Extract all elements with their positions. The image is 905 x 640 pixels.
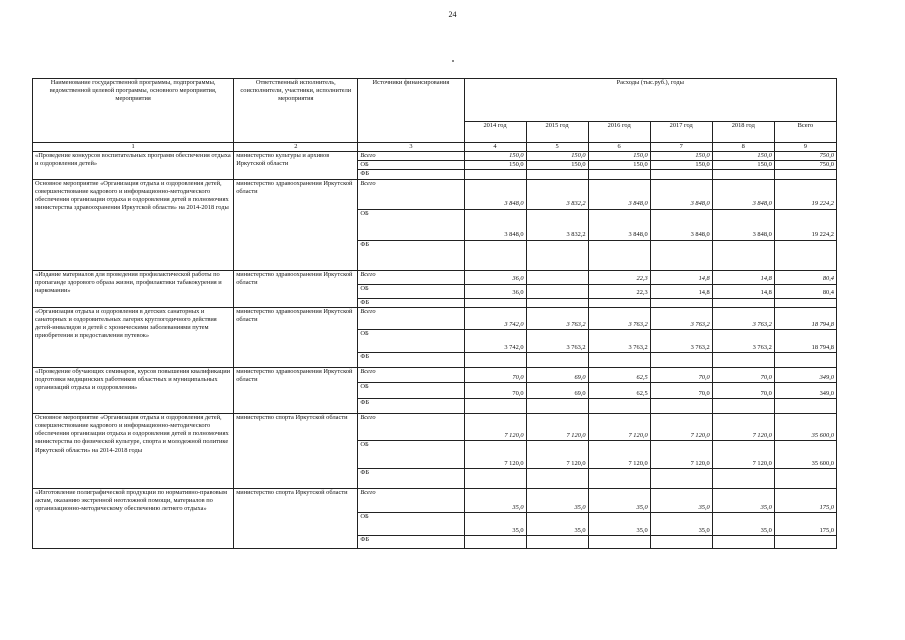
column-number: 2 [234, 143, 358, 152]
funding-source: Всего [358, 367, 464, 382]
year-value [464, 170, 526, 179]
year-value [588, 535, 650, 548]
year-value: 7 120,0 [712, 413, 774, 440]
year-value: 70,0 [650, 367, 712, 382]
year-value [588, 398, 650, 413]
year-value: 22,3 [588, 284, 650, 298]
year-value [526, 298, 588, 307]
program-name: «Проведение обучающих семинаров, курсов повышения квалификации подготовки медицинских работников областных и муниципальных организаций отдыха и оздоровления» [33, 367, 234, 413]
total-value: 175,0 [774, 512, 836, 535]
year-value [588, 170, 650, 179]
year-value: 150,0 [712, 152, 774, 161]
year-value: 70,0 [464, 382, 526, 398]
year-value: 14,8 [712, 270, 774, 284]
header-responsible: Ответственный исполнитель, соисполнители, участники, исполнители мероприятия [234, 79, 358, 143]
year-value [588, 352, 650, 367]
year-value [526, 284, 588, 298]
year-value: 150,0 [650, 152, 712, 161]
responsible-executor: министерство спорта Иркутской области [234, 488, 358, 548]
year-value: 35,0 [526, 512, 588, 535]
header-year: 2014 год [464, 122, 526, 143]
year-value: 70,0 [464, 367, 526, 382]
budget-table [32, 78, 837, 549]
total-value [774, 298, 836, 307]
table-body [33, 152, 837, 549]
year-value: 35,0 [712, 512, 774, 535]
year-value [588, 298, 650, 307]
year-value: 3 848,0 [650, 179, 712, 209]
total-value: 349,0 [774, 382, 836, 398]
table-row [33, 413, 837, 440]
funding-source: ОБ [358, 161, 464, 170]
funding-source: ФБ [358, 398, 464, 413]
year-value: 69,0 [526, 367, 588, 382]
year-value: 150,0 [650, 161, 712, 170]
program-name: «Организация отдыха и оздоровления в детских санаторных и санаторных и оздоровительных лагерях круглогодичного действия детей-инвалидов и детей с хроническими заболеваниями путем приобретения и предоставления путевок» [33, 307, 234, 367]
year-value: 3 848,0 [464, 209, 526, 240]
total-value [774, 352, 836, 367]
responsible-executor: министерство спорта Иркутской области [234, 413, 358, 488]
year-value [464, 352, 526, 367]
year-value: 35,0 [712, 488, 774, 512]
year-value: 3 763,2 [588, 329, 650, 352]
header-year: 2018 год [712, 122, 774, 143]
year-value: 35,0 [588, 488, 650, 512]
year-value: 70,0 [712, 367, 774, 382]
year-value: 150,0 [588, 152, 650, 161]
year-value: 36,0 [464, 284, 526, 298]
total-value: 35 600,0 [774, 413, 836, 440]
funding-source: ОБ [358, 209, 464, 240]
responsible-executor: министерство здравоохранения Иркутской области [234, 307, 358, 367]
total-value: 349,0 [774, 367, 836, 382]
year-value: 14,8 [712, 284, 774, 298]
funding-source: Всего [358, 307, 464, 329]
year-value: 22,3 [588, 270, 650, 284]
year-value: 7 120,0 [588, 440, 650, 468]
year-value: 14,8 [650, 284, 712, 298]
year-value [526, 170, 588, 179]
year-value [712, 398, 774, 413]
year-value [588, 240, 650, 270]
year-value [526, 535, 588, 548]
year-value [464, 398, 526, 413]
header-year: 2017 год [650, 122, 712, 143]
year-value: 7 120,0 [588, 413, 650, 440]
year-value: 7 120,0 [650, 413, 712, 440]
year-value [712, 535, 774, 548]
total-value [774, 170, 836, 179]
year-value [464, 298, 526, 307]
table-row [33, 270, 837, 284]
total-value [774, 535, 836, 548]
year-value: 150,0 [526, 152, 588, 161]
funding-source: Всего [358, 270, 464, 284]
column-number: 8 [712, 143, 774, 152]
year-value: 7 120,0 [712, 440, 774, 468]
funding-source: ФБ [358, 298, 464, 307]
funding-source: ФБ [358, 535, 464, 548]
total-value: 80,4 [774, 284, 836, 298]
year-value: 3 763,2 [712, 329, 774, 352]
year-value: 3 742,0 [464, 307, 526, 329]
year-value [526, 352, 588, 367]
funding-source: ОБ [358, 382, 464, 398]
program-name: Основное мероприятие «Организация отдыха и оздоровления детей, совершенствование кадрового и информационно-методического обеспечения организации отдыха и оздоровления детей в полномочиях министерства по физической культуре, спорта и молодежной политике Иркутской области» на 2014-2018 годы [33, 413, 234, 488]
year-value: 3 848,0 [464, 179, 526, 209]
program-name: «Изготовление полиграфической продукции по нормативно-правовым актам, оказанию экстренной неотложной помощи, материалов по организационно-методическому обеспечению летнего отдыха» [33, 488, 234, 548]
total-value: 18 794,8 [774, 329, 836, 352]
year-value [650, 398, 712, 413]
header-name: Наименование государственной программы, подпрограммы, ведомственной целевой программы, основного мероприятия, мероприятия [33, 79, 234, 143]
funding-source: Всего [358, 488, 464, 512]
total-value: 750,0 [774, 161, 836, 170]
year-value [712, 240, 774, 270]
year-value: 7 120,0 [650, 440, 712, 468]
year-value [650, 468, 712, 488]
program-name: «Издание материалов для проведения профилактической работы по пропаганде здорового образа жизни, профилактики табакокурения и наркомании» [33, 270, 234, 307]
total-value: 80,4 [774, 270, 836, 284]
page-number: 24 [448, 10, 457, 19]
column-number: 6 [588, 143, 650, 152]
year-value: 62,5 [588, 367, 650, 382]
funding-source: ОБ [358, 329, 464, 352]
year-value [650, 298, 712, 307]
total-value: 18 794,8 [774, 307, 836, 329]
year-value: 3 763,2 [588, 307, 650, 329]
year-value [588, 468, 650, 488]
year-value: 3 848,0 [588, 179, 650, 209]
column-number: 3 [358, 143, 464, 152]
year-value: 7 120,0 [526, 413, 588, 440]
year-value [526, 270, 588, 284]
year-value [650, 352, 712, 367]
year-value: 14,8 [650, 270, 712, 284]
table-row [33, 152, 837, 161]
funding-source: ФБ [358, 468, 464, 488]
year-value: 3 763,2 [650, 329, 712, 352]
year-value: 150,0 [464, 152, 526, 161]
year-value: 62,5 [588, 382, 650, 398]
year-value [712, 298, 774, 307]
year-value: 3 848,0 [588, 209, 650, 240]
year-value [526, 398, 588, 413]
total-value: 750,0 [774, 152, 836, 161]
header-source: Источники финансирования [358, 79, 464, 143]
total-value [774, 468, 836, 488]
year-value: 150,0 [588, 161, 650, 170]
funding-source: ОБ [358, 440, 464, 468]
funding-source: ФБ [358, 170, 464, 179]
year-value: 150,0 [526, 161, 588, 170]
total-value: 19 224,2 [774, 209, 836, 240]
total-value: 175,0 [774, 488, 836, 512]
year-value: 36,0 [464, 270, 526, 284]
column-number: 9 [774, 143, 836, 152]
header-year: 2015 год [526, 122, 588, 143]
year-value: 7 120,0 [464, 440, 526, 468]
year-value: 35,0 [650, 488, 712, 512]
header-expenses: Расходы (тыс.руб.), годы [464, 79, 837, 122]
year-value [464, 240, 526, 270]
year-value: 69,0 [526, 382, 588, 398]
year-value: 3 848,0 [712, 209, 774, 240]
year-value: 35,0 [588, 512, 650, 535]
table-row [33, 367, 837, 382]
year-value: 35,0 [526, 488, 588, 512]
year-value: 150,0 [464, 161, 526, 170]
funding-source: ФБ [358, 240, 464, 270]
year-value: 7 120,0 [464, 413, 526, 440]
column-number: 5 [526, 143, 588, 152]
responsible-executor: министерство здравоохранения Иркутской области [234, 270, 358, 307]
table-row [33, 488, 837, 512]
total-value [774, 240, 836, 270]
program-name: Основное мероприятие «Организация отдыха и оздоровления детей, совершенствование кадрового и информационно-методического обеспечения организации отдыха и оздоровления детей в полномочиях министерства здравоохранения Иркутской области» на 2014-2018 годы [33, 179, 234, 270]
total-value: 35 600,0 [774, 440, 836, 468]
year-value [526, 468, 588, 488]
responsible-executor: министерство культуры и архивов Иркутской области [234, 152, 358, 180]
year-value [650, 535, 712, 548]
scan-dot [452, 60, 454, 62]
year-value: 3 848,0 [650, 209, 712, 240]
year-value: 70,0 [650, 382, 712, 398]
year-value: 3 763,2 [526, 307, 588, 329]
header-year: 2016 год [588, 122, 650, 143]
year-value: 35,0 [464, 488, 526, 512]
funding-source: ОБ [358, 284, 464, 298]
total-value: 19 224,2 [774, 179, 836, 209]
year-value [712, 170, 774, 179]
year-value [464, 468, 526, 488]
year-value [712, 352, 774, 367]
year-value: 150,0 [712, 161, 774, 170]
table-row [33, 307, 837, 329]
column-number: 7 [650, 143, 712, 152]
funding-source: ОБ [358, 512, 464, 535]
column-number: 1 [33, 143, 234, 152]
year-value: 3 763,2 [712, 307, 774, 329]
responsible-executor: министерство здравоохранения Иркутской области [234, 179, 358, 270]
year-value [526, 240, 588, 270]
year-value: 3 742,0 [464, 329, 526, 352]
year-value: 3 763,2 [526, 329, 588, 352]
funding-source: ФБ [358, 352, 464, 367]
table-row [33, 179, 837, 209]
funding-source: Всего [358, 413, 464, 440]
year-value: 3 832,2 [526, 179, 588, 209]
year-value [650, 240, 712, 270]
year-value [464, 535, 526, 548]
year-value: 7 120,0 [526, 440, 588, 468]
total-value [774, 398, 836, 413]
funding-source: Всего [358, 179, 464, 209]
year-value: 35,0 [650, 512, 712, 535]
header-total: Всего [774, 122, 836, 143]
column-number: 4 [464, 143, 526, 152]
program-name: «Проведение конкурсов воспитательных программ обеспечения отдыха и оздоровления детей» [33, 152, 234, 180]
funding-source: Всего [358, 152, 464, 161]
year-value [712, 468, 774, 488]
year-value: 35,0 [464, 512, 526, 535]
year-value: 3 848,0 [712, 179, 774, 209]
year-value [650, 170, 712, 179]
year-value: 70,0 [712, 382, 774, 398]
responsible-executor: министерство здравоохранения Иркутской области [234, 367, 358, 413]
year-value: 3 763,2 [650, 307, 712, 329]
year-value: 3 832,2 [526, 209, 588, 240]
